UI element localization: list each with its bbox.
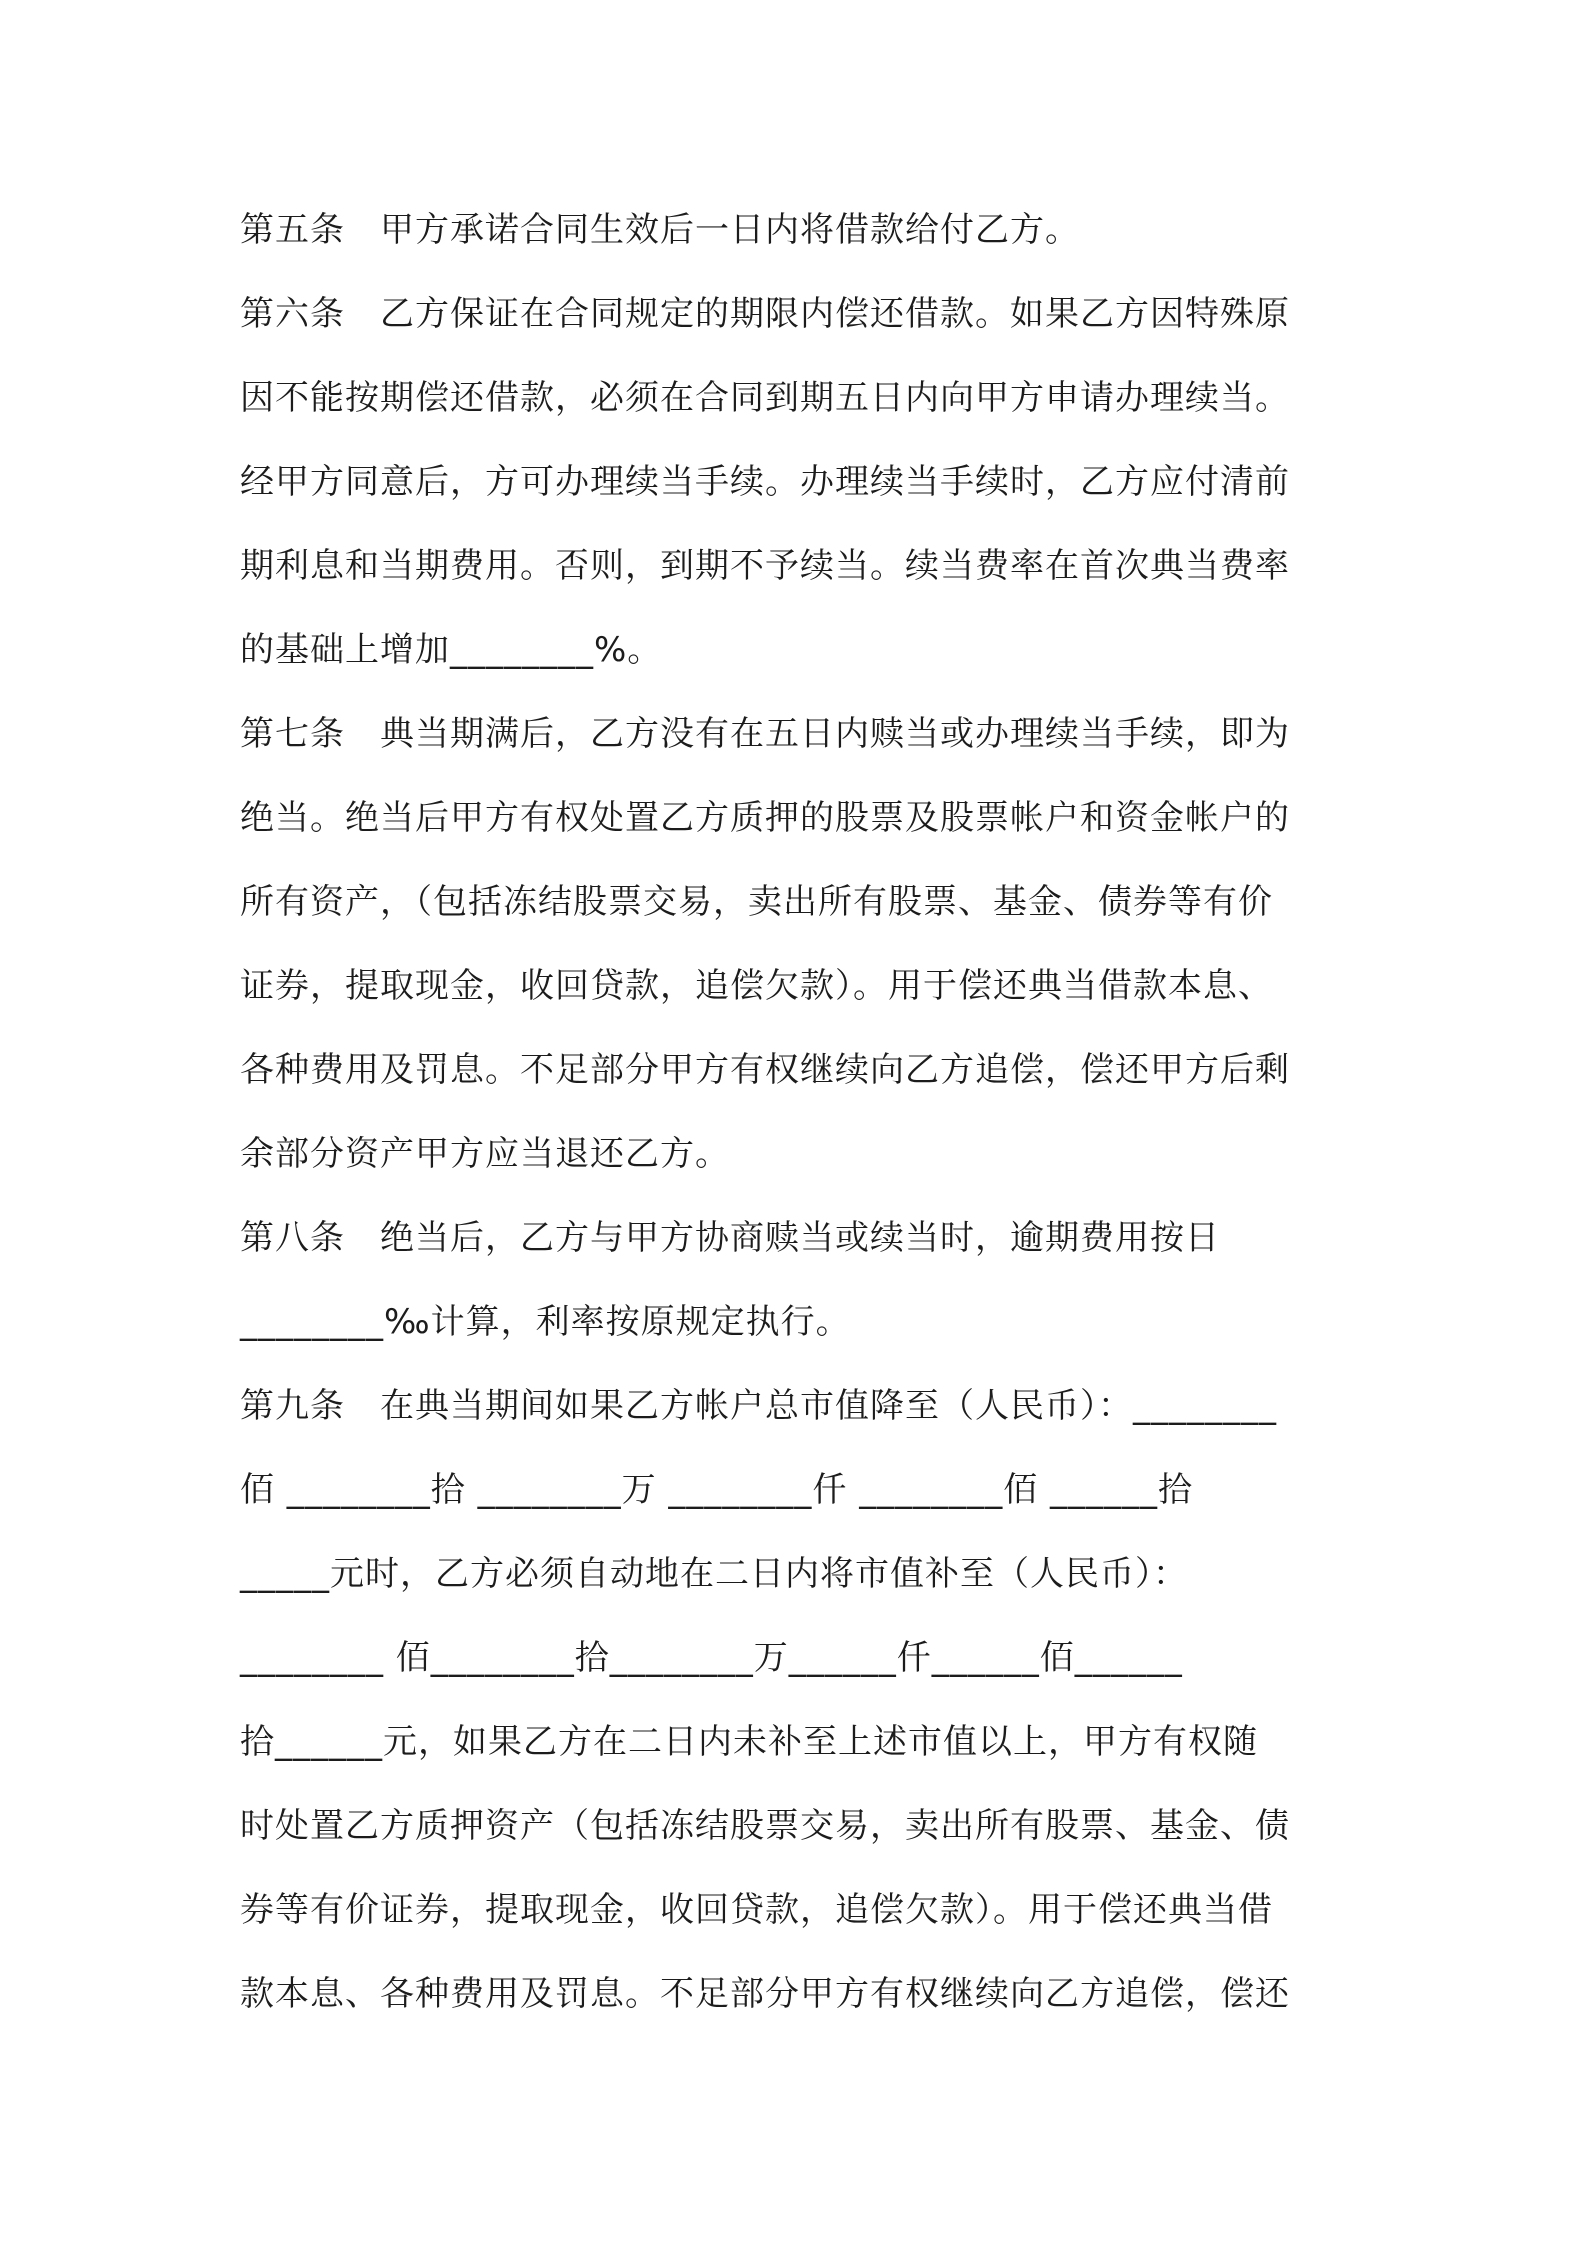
article-7-line-6: 余部分资产甲方应当退还乙方。 xyxy=(240,1134,730,1174)
article-7-line-1: 第七条 典当期满后，乙方没有在五日内赎当或办理续当手续，即为 xyxy=(240,714,1290,754)
article-7-line-3: 所有资产，（包括冻结股票交易，卖出所有股票、基金、债券等有价 xyxy=(240,882,1273,922)
article-6-line-5: 的基础上增加________%。 xyxy=(240,630,663,670)
article-6-line-4: 期利息和当期费用。否则，到期不予续当。续当费率在首次典当费率 xyxy=(240,546,1290,586)
article-9-line-3: _____元时，乙方必须自动地在二日内将市值补至（人民币）： xyxy=(240,1554,1188,1594)
article-6-line-3: 经甲方同意后，方可办理续当手续。办理续当手续时，乙方应付清前 xyxy=(240,462,1290,502)
article-8-line-2: ________‰计算，利率按原规定执行。 xyxy=(240,1302,851,1342)
article-8-line-1: 第八条 绝当后，乙方与甲方协商赎当或续当时，逾期费用按日 xyxy=(240,1218,1220,1258)
article-7-line-4: 证券，提取现金，收回贷款，追偿欠款）。用于偿还典当借款本息、 xyxy=(240,966,1273,1006)
article-9-line-1: 第九条 在典当期间如果乙方帐户总市值降至（人民币）：________ xyxy=(240,1386,1277,1426)
article-9-line-5: 拾______元，如果乙方在二日内未补至上述市值以上，甲方有权随 xyxy=(240,1722,1258,1762)
article-9-line-2: 佰 ________拾 ________万 ________仟 ________佰 ______拾 xyxy=(240,1470,1194,1510)
article-6-line-2: 因不能按期偿还借款，必须在合同到期五日内向甲方申请办理续当。 xyxy=(240,378,1290,418)
document-body xyxy=(240,198,1360,2046)
article-7-line-5: 各种费用及罚息。不足部分甲方有权继续向乙方追偿，偿还甲方后剩 xyxy=(240,1050,1290,1090)
article-9-line-6: 时处置乙方质押资产（包括冻结股票交易，卖出所有股票、基金、债 xyxy=(240,1806,1290,1846)
article-6-line-1: 第六条 乙方保证在合同规定的期限内偿还借款。如果乙方因特殊原 xyxy=(240,294,1290,334)
article-9-line-8: 款本息、各种费用及罚息。不足部分甲方有权继续向乙方追偿，偿还 xyxy=(240,1974,1290,2014)
article-9-line-7: 券等有价证券，提取现金，收回贷款，追偿欠款）。用于偿还典当借 xyxy=(240,1890,1273,1930)
article-9-line-4: ________ 佰________拾________万______仟______佰______ xyxy=(240,1638,1183,1678)
article-5-line-1: 第五条 甲方承诺合同生效后一日内将借款给付乙方。 xyxy=(240,210,1080,250)
article-7-line-2: 绝当。绝当后甲方有权处置乙方质押的股票及股票帐户和资金帐户的 xyxy=(240,798,1290,838)
